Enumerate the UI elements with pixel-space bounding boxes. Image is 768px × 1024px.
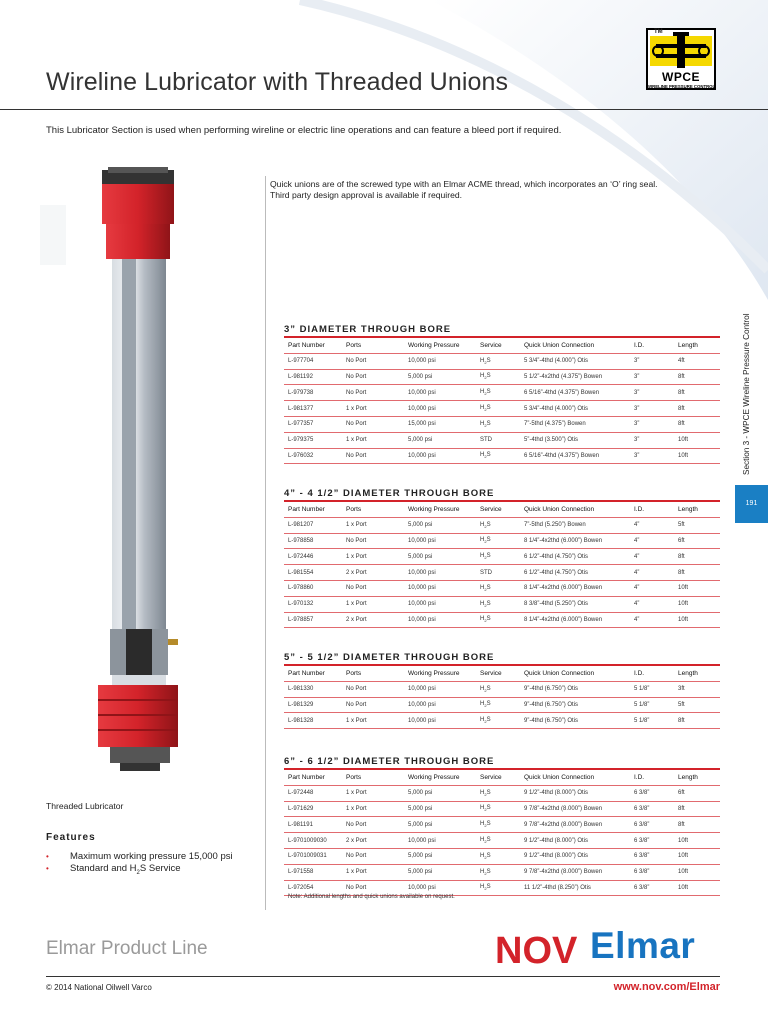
table-cell: 10,000 psi — [404, 448, 476, 464]
table-row — [284, 817, 720, 833]
column-header: Working Pressure — [404, 338, 476, 353]
table-cell: 3” — [630, 369, 674, 385]
table-cell: 7”-5thd (5.250”) Bowen — [520, 517, 630, 533]
table-cell: $H_2S$ — [476, 817, 520, 833]
bore-table-title: 5” - 5 1/2” DIAMETER THROUGH BORE — [284, 650, 720, 666]
table-cell: L-979375 — [284, 432, 342, 448]
table-cell: 8ft — [674, 369, 720, 385]
table-row — [284, 848, 720, 864]
table-cell: 1 x Port — [342, 801, 404, 817]
page-title: Wireline Lubricator with Threaded Unions — [46, 68, 509, 96]
table-cell: 10,000 psi — [404, 401, 476, 417]
parts-table — [284, 770, 720, 896]
table-cell: 3” — [630, 385, 674, 401]
table-cell: 6ft — [674, 785, 720, 801]
column-header: Working Pressure — [404, 502, 476, 517]
logo-subtitle: WIRELINE PRESSURE CONTROL — [646, 84, 716, 89]
table-cell: 10ft — [674, 596, 720, 612]
logo-name: WPCE — [662, 70, 700, 84]
table-cell: 5,000 psi — [404, 848, 476, 864]
table-cell: 5 1/8” — [630, 713, 674, 729]
table-cell: L-971629 — [284, 801, 342, 817]
table-cell: 5,000 psi — [404, 785, 476, 801]
bore-table-section — [284, 754, 720, 896]
table-cell: 1 x Port — [342, 549, 404, 565]
table-cell: 6 3/8” — [630, 785, 674, 801]
table-cell: L-981554 — [284, 565, 342, 581]
table-cell: 1 x Port — [342, 785, 404, 801]
table-cell: $H_2S$ — [476, 833, 520, 849]
table-row — [284, 549, 720, 565]
column-header: Part Number — [284, 770, 342, 785]
feature-item: • Standard and $H_2S$ Service — [46, 863, 233, 875]
features-heading: Features — [46, 832, 96, 843]
section-side-label: Section 3 - WPCE Wireline Pressure Control — [742, 313, 751, 475]
table-cell: 5,000 psi — [404, 517, 476, 533]
table-cell: 7”-5thd (4.375”) Bowen — [520, 416, 630, 432]
table-row — [284, 801, 720, 817]
table-cell: 6ft — [674, 533, 720, 549]
table-cell: $H_2S$ — [476, 517, 520, 533]
table-cell: L-981192 — [284, 369, 342, 385]
table-row — [284, 697, 720, 713]
table-cell: $H_2S$ — [476, 880, 520, 896]
table-cell: 10ft — [674, 448, 720, 464]
bore-table-title: 3” DIAMETER THROUGH BORE — [284, 322, 720, 338]
table-cell: 10ft — [674, 848, 720, 864]
image-caption: Threaded Lubricator — [46, 801, 124, 811]
column-header: Working Pressure — [404, 666, 476, 681]
table-cell: 5ft — [674, 517, 720, 533]
table-cell: L-977704 — [284, 353, 342, 369]
table-cell: 9”-4thd (6.750”) Otis — [520, 697, 630, 713]
table-cell: 8 1/4”-4x2thd (6.000”) Bowen — [520, 612, 630, 628]
table-cell: 10,000 psi — [404, 697, 476, 713]
website-link[interactable]: www.nov.com/Elmar — [613, 981, 720, 993]
table-cell: 6 1/2”-4thd (4.750”) Otis — [520, 549, 630, 565]
column-header: Part Number — [284, 502, 342, 517]
table-cell: 1 x Port — [342, 517, 404, 533]
table-cell: 10ft — [674, 880, 720, 896]
table-cell: 10,000 psi — [404, 596, 476, 612]
table-cell: 10,000 psi — [404, 533, 476, 549]
table-cell: L-971558 — [284, 864, 342, 880]
table-cell: 6 5/16”-4thd (4.375”) Bowen — [520, 448, 630, 464]
table-row — [284, 596, 720, 612]
table-row — [284, 713, 720, 729]
table-cell: 10,000 psi — [404, 880, 476, 896]
table-cell: L-977357 — [284, 416, 342, 432]
column-header: I.D. — [630, 770, 674, 785]
table-cell: 10,000 psi — [404, 681, 476, 697]
quick-unions-line-2: Third party design approval is available if required. — [270, 189, 463, 200]
table-cell: 10ft — [674, 612, 720, 628]
table-cell: L-978857 — [284, 612, 342, 628]
table-cell: 9 7/8”-4x2thd (8.000”) Bowen — [520, 817, 630, 833]
table-cell: $H_2S$ — [476, 385, 520, 401]
table-cell: 3” — [630, 401, 674, 417]
table-row — [284, 385, 720, 401]
table-cell: 8 3/8”-4thd (5.250”) Otis — [520, 596, 630, 612]
table-row — [284, 432, 720, 448]
table-header-row — [284, 338, 720, 353]
table-cell: $H_2S$ — [476, 448, 520, 464]
column-header: Working Pressure — [404, 770, 476, 785]
table-cell: L-972448 — [284, 785, 342, 801]
table-cell: L-981191 — [284, 817, 342, 833]
table-cell: STD — [476, 565, 520, 581]
table-header-row — [284, 502, 720, 517]
bore-table-title: 4” - 4 1/2” DIAMETER THROUGH BORE — [284, 486, 720, 502]
table-row — [284, 416, 720, 432]
table-cell: L-981207 — [284, 517, 342, 533]
table-cell: $H_2S$ — [476, 353, 520, 369]
table-cell: 3” — [630, 448, 674, 464]
table-cell: 8ft — [674, 565, 720, 581]
table-cell: No Port — [342, 681, 404, 697]
table-cell: 6 1/2”-4thd (4.750”) Otis — [520, 565, 630, 581]
table-cell: L-978858 — [284, 533, 342, 549]
table-cell: 1 x Port — [342, 864, 404, 880]
table-cell: 6 3/8” — [630, 801, 674, 817]
column-header: Ports — [342, 770, 404, 785]
table-cell: 8ft — [674, 549, 720, 565]
table-cell: 5ft — [674, 697, 720, 713]
table-cell: No Port — [342, 353, 404, 369]
table-cell: 2 x Port — [342, 612, 404, 628]
column-header: Service — [476, 666, 520, 681]
title-divider — [0, 109, 768, 110]
table-cell: 10ft — [674, 833, 720, 849]
column-header: Ports — [342, 502, 404, 517]
column-header: Quick Union Connection — [520, 502, 630, 517]
column-header: I.D. — [630, 338, 674, 353]
table-cell: 10,000 psi — [404, 580, 476, 596]
table-cell: 8ft — [674, 713, 720, 729]
feature-item: • Maximum working pressure 15,000 psi — [46, 851, 233, 863]
table-cell: No Port — [342, 448, 404, 464]
table-cell: 9 1/2”-4thd (8.000”) Otis — [520, 785, 630, 801]
table-cell: 5,000 psi — [404, 549, 476, 565]
table-cell: 1 x Port — [342, 432, 404, 448]
column-header: Ports — [342, 338, 404, 353]
table-cell: 3ft — [674, 681, 720, 697]
table-cell: 2 x Port — [342, 833, 404, 849]
table-cell: 5 1/2”-4x2thd (4.375”) Bowen — [520, 369, 630, 385]
table-cell: 10,000 psi — [404, 385, 476, 401]
table-cell: 10,000 psi — [404, 612, 476, 628]
table-cell: 8ft — [674, 401, 720, 417]
column-header: Length — [674, 338, 720, 353]
column-header: I.D. — [630, 666, 674, 681]
table-cell: $H_2S$ — [476, 596, 520, 612]
table-cell: $H_2S$ — [476, 864, 520, 880]
footer-divider — [46, 976, 720, 977]
table-cell: No Port — [342, 385, 404, 401]
availability-note: Note: Additional lengths and quick unions available on request. — [288, 894, 455, 900]
table-cell: L-972446 — [284, 549, 342, 565]
table-cell: No Port — [342, 416, 404, 432]
table-cell: 5,000 psi — [404, 432, 476, 448]
table-cell: No Port — [342, 848, 404, 864]
threaded-lubricator-image — [30, 165, 200, 780]
table-cell: 3” — [630, 353, 674, 369]
table-cell: 9 7/8”-4x2thd (8.000”) Bowen — [520, 864, 630, 880]
column-header: Length — [674, 502, 720, 517]
table-cell: 8ft — [674, 817, 720, 833]
column-header: Service — [476, 770, 520, 785]
table-cell: 11 1/2”-4thd (8.250”) Otis — [520, 880, 630, 896]
table-cell: 1 x Port — [342, 713, 404, 729]
table-cell: 8ft — [674, 385, 720, 401]
table-cell: 5,000 psi — [404, 864, 476, 880]
table-row — [284, 681, 720, 697]
table-cell: 8ft — [674, 416, 720, 432]
table-cell: 5 1/8” — [630, 697, 674, 713]
table-cell: L-9701009031 — [284, 848, 342, 864]
column-header: Quick Union Connection — [520, 770, 630, 785]
table-cell: 10,000 psi — [404, 353, 476, 369]
table-cell: 5 1/8” — [630, 681, 674, 697]
table-cell: 5,000 psi — [404, 801, 476, 817]
table-row — [284, 785, 720, 801]
column-header: Service — [476, 338, 520, 353]
column-header: Service — [476, 502, 520, 517]
table-cell: 9”-4thd (6.750”) Otis — [520, 681, 630, 697]
table-cell: 5 3/4”-4thd (4.000”) Otis — [520, 353, 630, 369]
table-cell: 4” — [630, 517, 674, 533]
table-header-row — [284, 666, 720, 681]
table-row — [284, 612, 720, 628]
table-cell: No Port — [342, 580, 404, 596]
table-cell: 9 7/8”-4x2thd (8.000”) Bowen — [520, 801, 630, 817]
table-row — [284, 864, 720, 880]
table-cell: 9 1/2”-4thd (8.000”) Otis — [520, 848, 630, 864]
table-cell: 6 3/8” — [630, 864, 674, 880]
table-cell: $H_2S$ — [476, 801, 520, 817]
table-cell: 10ft — [674, 580, 720, 596]
table-cell: 6 5/16”-4thd (4.375”) Bowen — [520, 385, 630, 401]
table-cell: 3” — [630, 416, 674, 432]
table-row — [284, 833, 720, 849]
table-cell: 5”-4thd (3.500”) Otis — [520, 432, 630, 448]
table-cell: 15,000 psi — [404, 416, 476, 432]
table-cell: 10ft — [674, 432, 720, 448]
nov-logo-text: NOV — [495, 930, 578, 968]
intro-text: This Lubricator Section is used when performing wireline or electric line operations and can feature a bleed port if required. — [46, 125, 562, 136]
table-cell: 10ft — [674, 864, 720, 880]
table-cell: 6 3/8” — [630, 817, 674, 833]
quick-unions-description — [270, 179, 700, 200]
table-cell: 8 1/4”-4x2thd (6.000”) Bowen — [520, 580, 630, 596]
table-row — [284, 580, 720, 596]
table-row — [284, 353, 720, 369]
column-header: Quick Union Connection — [520, 666, 630, 681]
table-cell: 2 x Port — [342, 565, 404, 581]
bore-table-section — [284, 486, 720, 628]
table-cell: 4ft — [674, 353, 720, 369]
table-row — [284, 565, 720, 581]
table-cell: $H_2S$ — [476, 697, 520, 713]
column-header: Length — [674, 770, 720, 785]
table-cell: L-972054 — [284, 880, 342, 896]
table-header-row — [284, 770, 720, 785]
copyright-text: © 2014 National Oilwell Varco — [46, 983, 152, 992]
table-cell: 10,000 psi — [404, 565, 476, 581]
table-cell: L-979738 — [284, 385, 342, 401]
table-cell: $H_2S$ — [476, 681, 520, 697]
table-cell: 8 1/4”-4x2thd (6.000”) Bowen — [520, 533, 630, 549]
table-cell: $H_2S$ — [476, 580, 520, 596]
table-cell: 10,000 psi — [404, 833, 476, 849]
table-cell: No Port — [342, 533, 404, 549]
column-header: I.D. — [630, 502, 674, 517]
table-cell: $H_2S$ — [476, 416, 520, 432]
table-cell: No Port — [342, 880, 404, 896]
bore-table-title: 6” - 6 1/2” DIAMETER THROUGH BORE — [284, 754, 720, 770]
table-cell: $H_2S$ — [476, 369, 520, 385]
table-cell: 3” — [630, 432, 674, 448]
table-cell: 4” — [630, 596, 674, 612]
table-cell: $H_2S$ — [476, 612, 520, 628]
table-cell: 6 3/8” — [630, 833, 674, 849]
table-cell: L-981330 — [284, 681, 342, 697]
parts-table — [284, 666, 720, 729]
table-cell: 4” — [630, 612, 674, 628]
column-divider — [265, 176, 266, 910]
features-list — [46, 851, 233, 875]
table-cell: 4” — [630, 549, 674, 565]
table-cell: 5 3/4”-4thd (4.000”) Otis — [520, 401, 630, 417]
table-row — [284, 533, 720, 549]
quick-unions-line-1: Quick unions are of the screwed type with an Elmar ACME thread, which incorporates an ‘O’ ring seal. — [270, 179, 658, 189]
table-cell: 1 x Port — [342, 596, 404, 612]
table-cell: 6 3/8” — [630, 880, 674, 896]
table-cell: L-978860 — [284, 580, 342, 596]
table-cell: L-981377 — [284, 401, 342, 417]
table-cell: $H_2S$ — [476, 401, 520, 417]
logo-trademark: TM — [654, 29, 663, 35]
table-cell: L-970132 — [284, 596, 342, 612]
nov-logo-icon — [495, 930, 590, 968]
table-cell: No Port — [342, 369, 404, 385]
table-cell: 4” — [630, 580, 674, 596]
table-cell: 4” — [630, 533, 674, 549]
table-cell: L-981329 — [284, 697, 342, 713]
table-cell: $H_2S$ — [476, 785, 520, 801]
table-cell: L-9701009030 — [284, 833, 342, 849]
table-row — [284, 369, 720, 385]
column-header: Ports — [342, 666, 404, 681]
table-cell: 1 x Port — [342, 401, 404, 417]
elmar-logo: Elmar — [590, 925, 696, 966]
table-cell: $H_2S$ — [476, 848, 520, 864]
parts-table — [284, 338, 720, 464]
table-cell: L-976032 — [284, 448, 342, 464]
table-cell: No Port — [342, 817, 404, 833]
table-cell: No Port — [342, 697, 404, 713]
table-row — [284, 448, 720, 464]
table-cell: 9”-4thd (6.750”) Otis — [520, 713, 630, 729]
table-cell: $H_2S$ — [476, 533, 520, 549]
table-cell: 5,000 psi — [404, 817, 476, 833]
table-cell: 8ft — [674, 801, 720, 817]
table-row — [284, 517, 720, 533]
table-cell: $H_2S$ — [476, 713, 520, 729]
table-cell: L-981328 — [284, 713, 342, 729]
table-cell: $H_2S$ — [476, 549, 520, 565]
parts-table — [284, 502, 720, 628]
bore-table-section — [284, 322, 720, 464]
bore-table-section — [284, 650, 720, 729]
table-cell: 6 3/8” — [630, 848, 674, 864]
page-number-tab: 191 — [735, 485, 768, 523]
table-cell: 9 1/2”-4thd (8.000”) Otis — [520, 833, 630, 849]
table-cell: 4” — [630, 565, 674, 581]
product-line-label: Elmar Product Line — [46, 938, 208, 959]
column-header: Part Number — [284, 666, 342, 681]
table-cell: STD — [476, 432, 520, 448]
column-header: Part Number — [284, 338, 342, 353]
table-cell: 10,000 psi — [404, 713, 476, 729]
table-row — [284, 401, 720, 417]
column-header: Quick Union Connection — [520, 338, 630, 353]
table-cell: 5,000 psi — [404, 369, 476, 385]
column-header: Length — [674, 666, 720, 681]
